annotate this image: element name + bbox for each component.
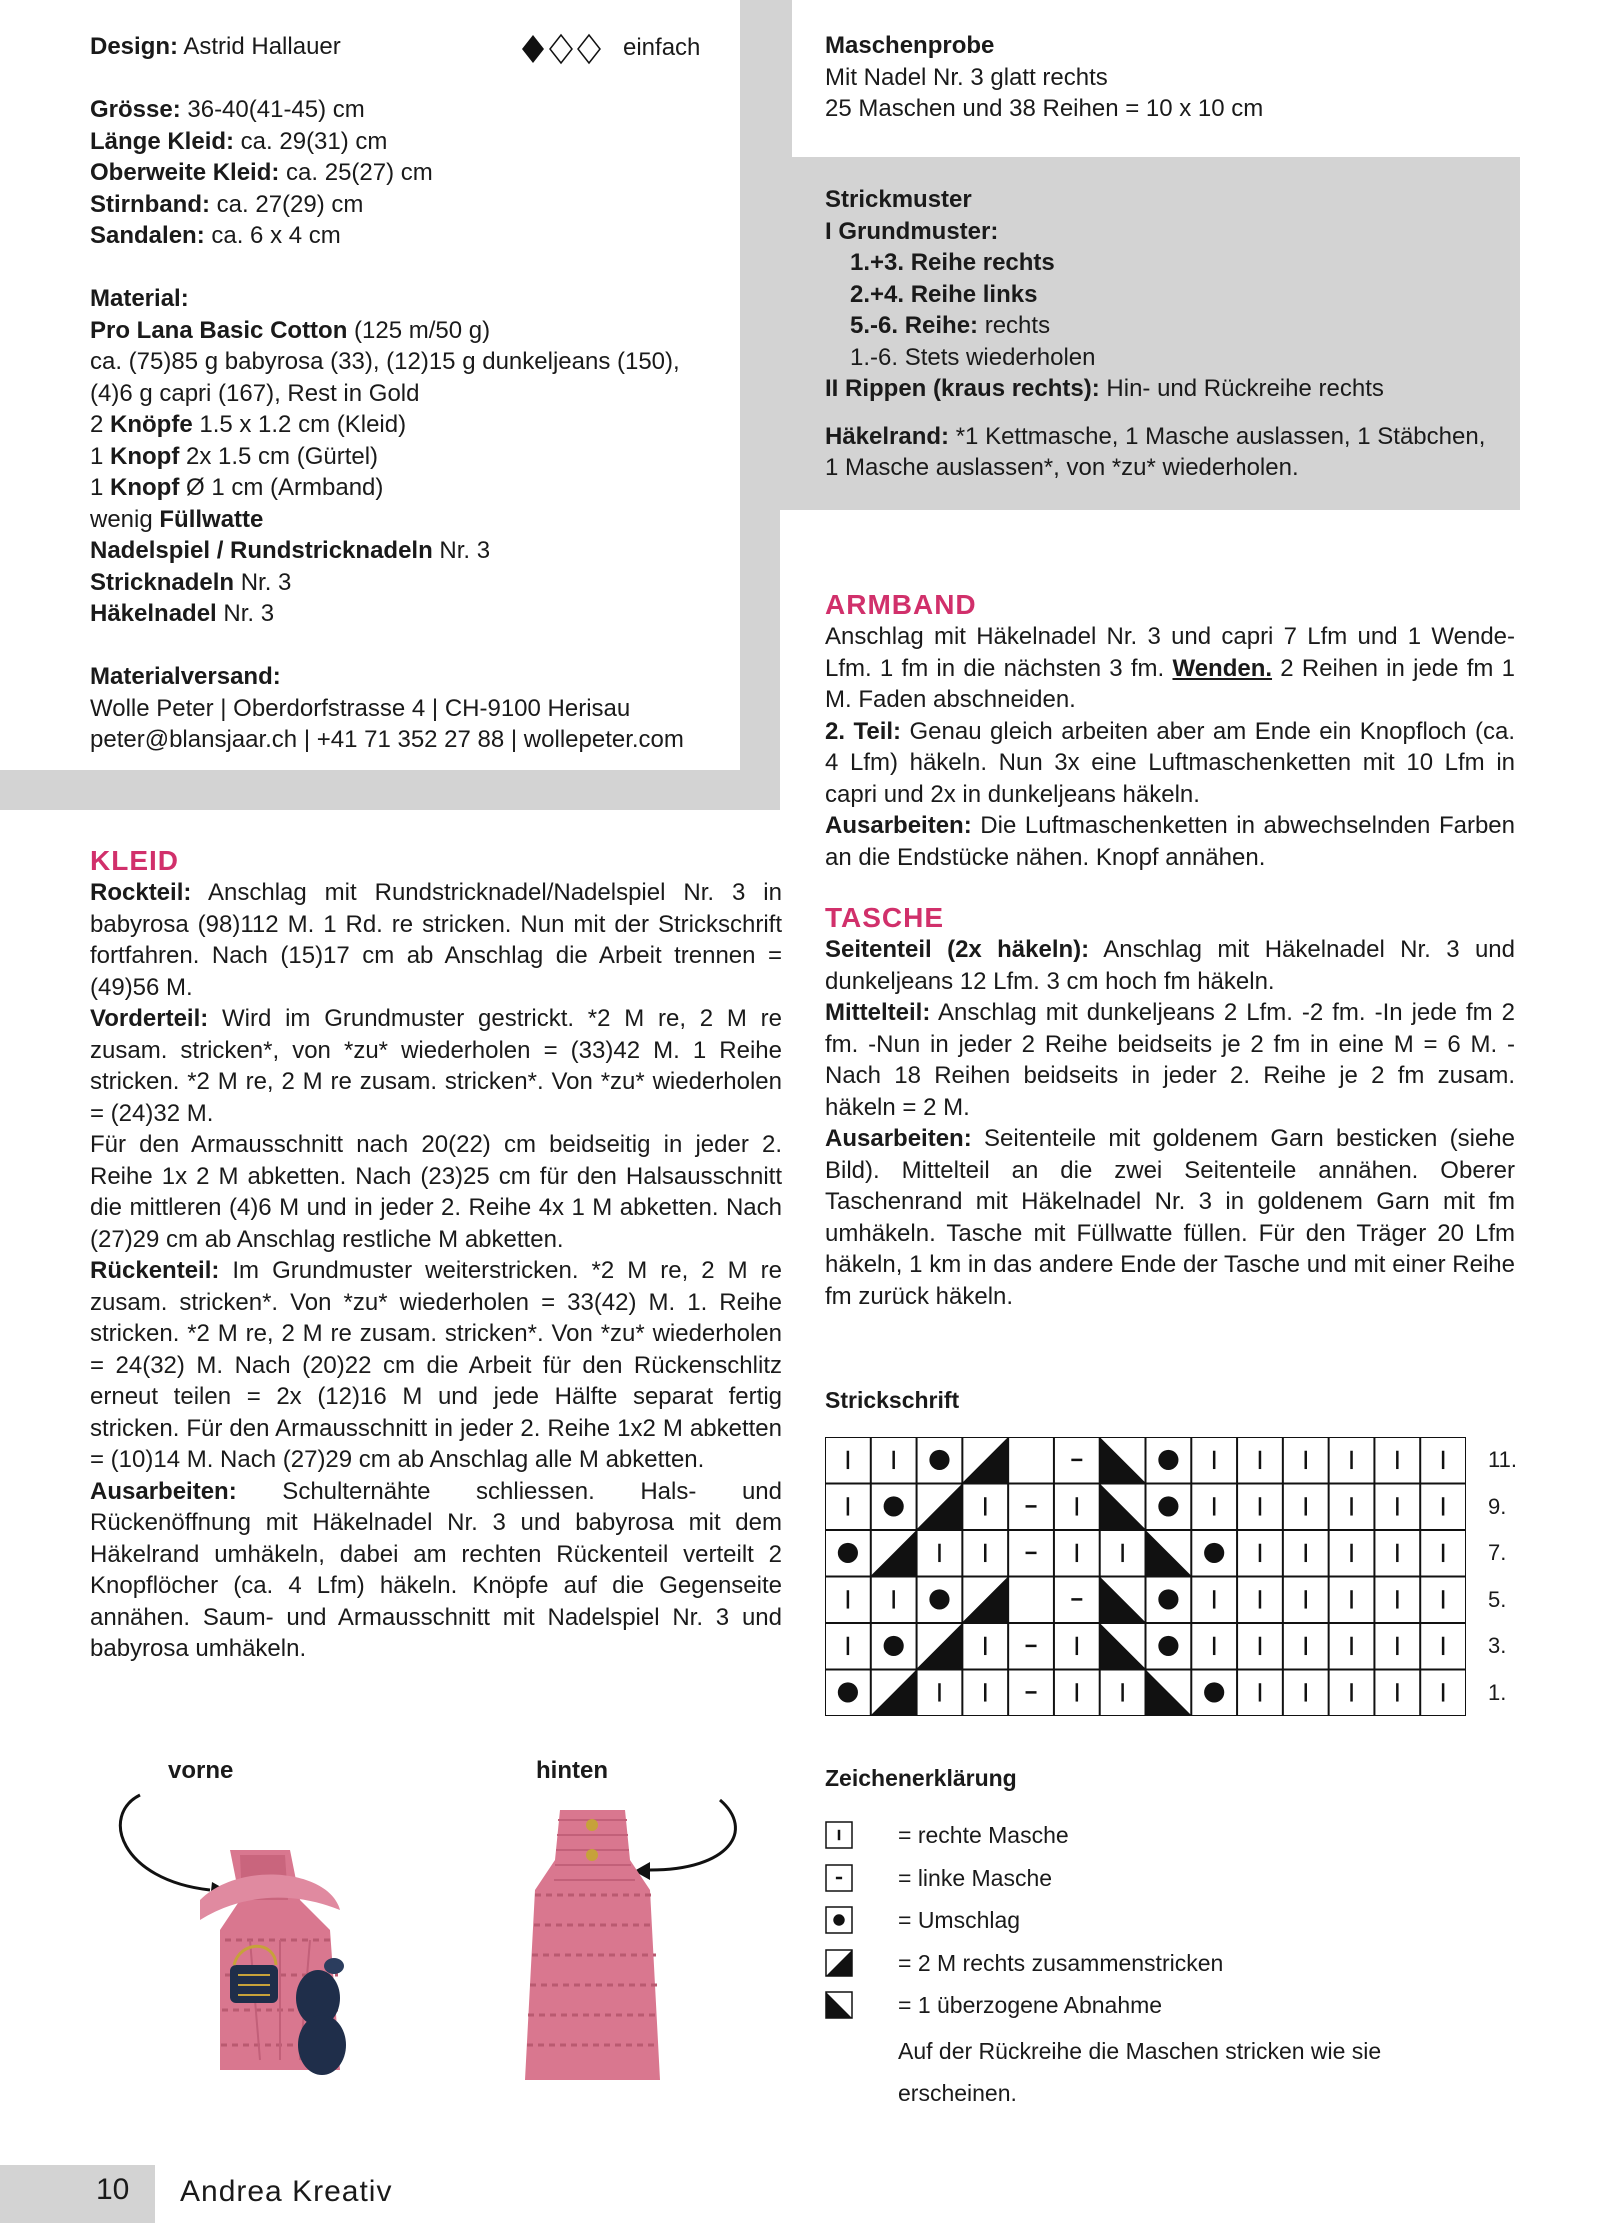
knitting-chart [825, 1437, 1466, 1716]
pattern1-row: 1.+3. Reihe rechts [850, 249, 1055, 276]
edge-line: Häkelrand: *1 Kettmasche, 1 Masche auslassen, 1 Stäbchen, [825, 422, 1486, 450]
chart-cell [1008, 1577, 1054, 1624]
legend-symbol [825, 1821, 853, 1849]
arrow-icon [650, 1800, 735, 1870]
difficulty-diamonds-icon [520, 33, 610, 65]
legend-text: = Umschlag [898, 1907, 1021, 1933]
page-number: 10 [96, 2173, 130, 2206]
legend-text: = 2 M rechts zusammenstricken [898, 1949, 1224, 1976]
difficulty-label: einfach [623, 34, 701, 61]
yarnover-symbol [1158, 1589, 1178, 1609]
chart-row-label: 1. [1488, 1679, 1507, 1705]
size-block [90, 94, 730, 252]
chart-row-label: 9. [1488, 1493, 1507, 1519]
legend-title: Zeichenerklärung [825, 1765, 1017, 1791]
pattern1-row: 5.-6. Reihe: rechts [850, 312, 1051, 339]
legend-text: = linke Masche [898, 1864, 1053, 1891]
material-title: Material: [90, 285, 189, 312]
legend-text: = 1 überzogene Abnahme [898, 1992, 1163, 2018]
gauge-block [825, 30, 1505, 125]
kleid-vorder: Vorderteil: Wird im Grundmuster gestrickt. *2 M re, 2 M re zusam. stricken*, von *zu* wiederholen = (33)42 M. 1 Reihe stricken. *2 M re, 2 M re zusam. stricken*. Von *zu* wiederholen = (24)32 M. [90, 1005, 782, 1127]
legend-symbol [825, 1991, 853, 2019]
shipping-address: Wolle Peter | Oberdorfstrasse 4 | CH-9100 Herisau [90, 694, 631, 722]
photo-back [480, 1760, 760, 2090]
legend-symbol [825, 1864, 853, 1892]
arrow-icon [120, 1795, 210, 1890]
chart-row-label: 5. [1488, 1586, 1507, 1612]
magazine-title: Andrea Kreativ [180, 2175, 393, 2208]
yarnover-symbol [838, 1682, 858, 1702]
pattern-title: Strickmuster [825, 186, 972, 213]
legend-note: Auf der Rückreihe die Maschen stricken wie sie erscheinen. [898, 2038, 1382, 2106]
pattern1-row: 1.-6. Stets wiederholen [850, 343, 1096, 371]
needle-line: Häkelnadel Nr. 3 [90, 600, 275, 627]
shipping-contact: peter@blansjaar.ch | +41 71 352 27 88 | wollepeter.com [90, 726, 684, 753]
tasche-section [825, 902, 1515, 1312]
designer-name: Astrid Hallauer [183, 33, 341, 60]
legend-text: = rechte Masche [898, 1822, 1069, 1848]
kleid-armausschnitt: Für den Armausschnitt nach 20(22) cm beidseitig in jeder 2. Reihe 1x 2 M abketten. Nach (23)25 cm für den Halsausschnitt die mittleren (4)6 M und in jeder 2. Reihe 4x 1 M abketten. Nach (27)29 cm ab Anschlag restliche M abketten. [90, 1131, 782, 1253]
filling-line: wenig Füllwatte [90, 505, 264, 533]
kleid-rueck: Rückenteil: Im Grundmuster weiterstricken. *2 M re, 2 M re zusam. stricken*. Von *zu* wiederholen = 33(42) M. 1. Reihe stricken. *2 M re, 2 M re zusam. stricken*. Von *zu* wiederholen = 24(32) M. Nach (20)22 cm die Arbeit für den Rückenschlitz erneut teilen = 2x (12)16 M und jede Hälfte separat fertig stricken. Für den Armausschnitt in jeder 2. Reihe 1x2 M abketten = (10)14 M. Nach (27)29 cm ab Anschlag alle M abketten. [90, 1257, 782, 1473]
colors-line: ca. (75)85 g babyrosa (33), (12)15 g dunkeljeans (150), [90, 348, 680, 375]
kleid-section [90, 845, 782, 1665]
size-line: Länge Kleid: ca. 29(31) cm [90, 127, 388, 155]
chart-cell [1008, 1437, 1054, 1484]
designer-line: Design: Astrid Hallauer [90, 33, 341, 60]
yarnover-symbol [1204, 1682, 1224, 1702]
armband-text: Anschlag mit Häkelnadel Nr. 3 und capri 7 Lfm und 1 Wende-Lfm. 1 fm in die nächsten 3 fm. Wenden. 2 Reihen in jede fm 1 M. Faden abschneiden. [825, 623, 1515, 713]
footer-bar [0, 2165, 155, 2223]
legend-symbol [825, 1906, 853, 1934]
size-line: Oberweite Kleid: ca. 25(27) cm [90, 159, 433, 186]
gauge-panel-bottom-strip [780, 157, 1520, 175]
armband-title: ARMBAND [825, 589, 977, 620]
tasche-title: TASCHE [825, 902, 945, 933]
yarnover-symbol [1158, 1450, 1178, 1470]
photo-front [90, 1760, 400, 2090]
button-line: 1 Knopf 2x 1.5 cm (Gürtel) [90, 442, 379, 470]
chart-title: Strickschrift [825, 1387, 960, 1413]
pattern2-line: II Rippen (kraus rechts): Hin- und Rückreihe rechts [825, 375, 1384, 402]
pattern1-row: 2.+4. Reihe links [850, 280, 1038, 308]
size-line: Grösse: 36-40(41-45) cm [90, 96, 365, 123]
yarnover-symbol [884, 1496, 904, 1516]
kleid-rock: Rockteil: Anschlag mit Rundstricknadel/Nadelspiel Nr. 3 in babyrosa (98)112 M. 1 Rd. re stricken. Nun mit der Strickschrift fortfahren. Nach (15)17 cm ab Anschlag die Arbeit trennen = (49)56 M. [90, 879, 782, 1001]
size-line: Stirnband: ca. 27(29) cm [90, 190, 364, 218]
yarnover-symbol [929, 1450, 949, 1470]
yarnover-symbol [833, 1914, 844, 1925]
dress-back-image [525, 1810, 660, 2080]
needle-line: Nadelspiel / Rundstricknadeln Nr. 3 [90, 537, 491, 564]
yarnover-symbol [884, 1636, 904, 1656]
button-line: 1 Knopf Ø 1 cm (Armband) [90, 474, 384, 501]
yarnover-symbol [1204, 1543, 1224, 1563]
kleid-ausarbeiten: Ausarbeiten: Schulternähte schliessen. Hals- und Rückenöffnung mit Häkelnadel Nr. 3 und babyrosa mit dem Häkelrand umhäkeln, dabei am rechten Rückenteil verteilt 2 Knopflöcher (ca. 4 Lfm) häkeln. Knöpfe auf die Gegenseite annähen. Saum- und Armausschnitt mit Nadelspiel Nr. 3 und babyrosa umhäkeln. [90, 1477, 782, 1662]
chart-row-label: 11. [1488, 1447, 1517, 1473]
kleid-title: KLEID [90, 845, 179, 876]
header-panel-right-strip [740, 0, 780, 770]
armband-part2: 2. Teil: Genau gleich arbeiten aber am Ende ein Knopfloch (ca. 4 Lfm) häkeln. Nun 3x eine Luftmaschenketten mit 10 Lfm in capri und 2x in dunkeljeans häkeln. [825, 717, 1515, 808]
material-block [90, 283, 730, 630]
needle-line: Stricknadeln Nr. 3 [90, 568, 292, 596]
chart-row-label: 7. [1488, 1540, 1507, 1566]
pattern-block [825, 184, 1515, 484]
gauge-panel-left-strip [780, 0, 792, 175]
yarnover-symbol [838, 1543, 858, 1563]
gauge-needle: Mit Nadel Nr. 3 glatt rechts [825, 63, 1108, 91]
tasche-ausarbeiten: Ausarbeiten: Seitenteile mit goldenem Garn besticken (siehe Bild). Mittelteil an die zwei Seitenteile annähen. Oberer Taschenrand mit Häkelnadel Nr. 3 in goldenem Garn mit fm umhäkeln. Tasche mit Füllwatte füllen. Für den Träger 20 Lfm häkeln, 1 km in das andere Ende der Tasche und mit einer Reihe fm zurück häkeln. [825, 1125, 1515, 1310]
header-panel-bottom-strip [0, 770, 780, 810]
yarnover-symbol [1158, 1636, 1178, 1656]
tasche-seitenteil: Seitenteil (2x häkeln): Anschlag mit Häkelnadel Nr. 3 und dunkeljeans 12 Lfm. 3 cm hoch fm häkeln. [825, 936, 1515, 995]
chart-row-label: 3. [1488, 1633, 1507, 1659]
gauge-count: 25 Maschen und 38 Reihen = 10 x 10 cm [825, 95, 1264, 122]
colors-line: (4)6 g capri (167), Rest in Gold [90, 379, 420, 407]
button-line: 2 Knöpfe 1.5 x 1.2 cm (Kleid) [90, 411, 407, 438]
edge-line: 1 Masche auslassen*, von *zu* wiederholen. [825, 454, 1299, 481]
shipping-block [90, 661, 740, 756]
armband-section [825, 589, 1515, 873]
photo-back-label: hinten [536, 1757, 608, 1784]
yarnover-symbol [1158, 1496, 1178, 1516]
shipping-title: Materialversand: [90, 663, 281, 690]
pattern1-title: I Grundmuster: [825, 217, 999, 245]
gauge-title: Maschenprobe [825, 32, 995, 59]
difficulty [520, 33, 735, 65]
yarn-line: Pro Lana Basic Cotton (125 m/50 g) [90, 316, 491, 344]
photo-front-label: vorne [168, 1757, 234, 1784]
yarnover-symbol [929, 1589, 949, 1609]
legend-symbol [825, 1949, 853, 1977]
tasche-mittelteil: Mittelteil: Anschlag mit dunkeljeans 2 Lfm. -2 fm. -In jede fm 2 fm. -Nun in jeder 2 Reihe beidseits je 2 fm in eine M = 6 M. -Nach 18 Reihen beidseits in jeder 2. Reihe je 2 fm zusam. häkeln = 2 M. [825, 999, 1515, 1121]
armband-ausarbeiten: Ausarbeiten: Die Luftmaschenketten in abwechselnden Farben an die Endstücke nähen. Knopf annähen. [825, 812, 1515, 871]
size-line: Sandalen: ca. 6 x 4 cm [90, 222, 341, 249]
